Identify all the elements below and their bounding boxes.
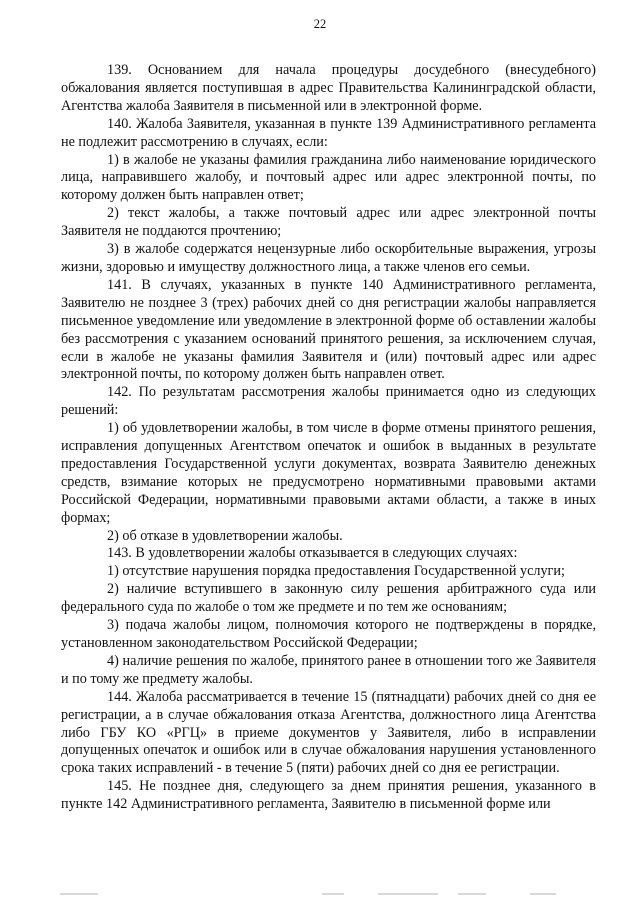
scan-mark: [458, 893, 486, 895]
paragraph-143-item-1: 1) отсутствие нарушения порядка предоставления Государственной услуги;: [107, 563, 565, 580]
scan-mark: [322, 893, 344, 895]
document-body: [61, 62, 596, 814]
paragraph-140-item-3: 3) в жалобе содержатся нецензурные либо оскорбительные выражения, угрозы жизни, здоровью и имуществу должностного лица, а также членов его семьи.: [61, 241, 596, 275]
paragraph-145: 145. Не позднее дня, следующего за днем принятия решения, указанного в пункте 142 Административного регламента, Заявителю в письменной форме или: [61, 778, 596, 813]
scan-artifact-marks: [60, 893, 600, 897]
paragraph-142-item-1: 1) об удовлетворении жалобы, в том числе в форме отмены принятого решения, исправления допущенных Агентством опечаток и ошибок в выданных в результате предоставления Государственной услуги документах, возврата Заявителю денежных средств, взимание которых не предусмотрено нормативными правовыми актами Российской Федерации, нормативными правовыми актами области, а также в иных формах;: [61, 420, 596, 526]
paragraph-143-item-2: 2) наличие вступившего в законную силу решения арбитражного суда или федерального суда по жалобе о том же предмете и по тем же основаниям;: [61, 581, 596, 616]
paragraph-140: 140. Жалоба Заявителя, указанная в пункте 139 Административного регламента не подлежит рассмотрению в случаях, если:: [61, 115, 596, 150]
page-number: 22: [313, 17, 327, 31]
paragraph-142-item-2: 2) об отказе в удовлетворении жалобы.: [107, 527, 343, 544]
scan-mark: [60, 893, 98, 895]
paragraph-139: 139. Основанием для начала процедуры досудебного (внесудебного) обжалования является поступившая в адрес Правительства Калининградской области, Агентства жалоба Заявителя в письменной или в электронной форме.: [61, 62, 596, 114]
paragraph-142: 142. По результатам рассмотрения жалобы принимается одно из следующих решений:: [61, 384, 596, 419]
paragraph-141: 141. В случаях, указанных в пункте 140 Административного регламента, Заявителю не позднее 3 (трех) рабочих дней со дня регистрации жалобы направляется письменное уведомление или уведомление в электронной форме об оставлении жалобы без рассмотрения с указанием оснований принятого решения, за исключением случая, если в жалобе не указаны фамилия Заявителя и (или) почтовый адрес или адрес электронной почты, по которому должен быть направлен ответ.: [61, 276, 596, 383]
paragraph-143: 143. В удовлетворении жалобы отказывается в следующих случаях:: [107, 545, 518, 562]
paragraph-140-item-1: 1) в жалобе не указаны фамилия гражданина либо наименование юридического лица, направившего жалобу, и почтовый адрес или адрес электронной почты, по которому должен быть направлен ответ;: [61, 151, 596, 204]
scan-mark: [378, 893, 438, 895]
scan-mark: [530, 893, 556, 895]
paragraph-140-item-2: 2) текст жалобы, а также почтовый адрес или адрес электронной почты Заявителя не поддаются прочтению;: [61, 205, 596, 240]
paragraph-144: 144. Жалоба рассматривается в течение 15 (пятнадцати) рабочих дней со дня ее регистрации, а в случае обжалования отказа Агентства, должностного лица Агентства либо ГБУ КО «РГЦ» в приеме документов у Заявителя, либо в исправлении допущенных опечаток и ошибок или в случае обжалования нарушения установленного срока таких исправлений - в течение 5 (пяти) рабочих дней со дня ее регистрации.: [61, 688, 596, 777]
paragraph-143-item-3: 3) подача жалобы лицом, полномочия которого не подтверждены в порядке, установленном законодательством Российской Федерации;: [61, 617, 596, 651]
paragraph-143-item-4: 4) наличие решения по жалобе, принятого ранее в отношении того же Заявителя и по тому же предмету жалобы.: [61, 652, 596, 687]
